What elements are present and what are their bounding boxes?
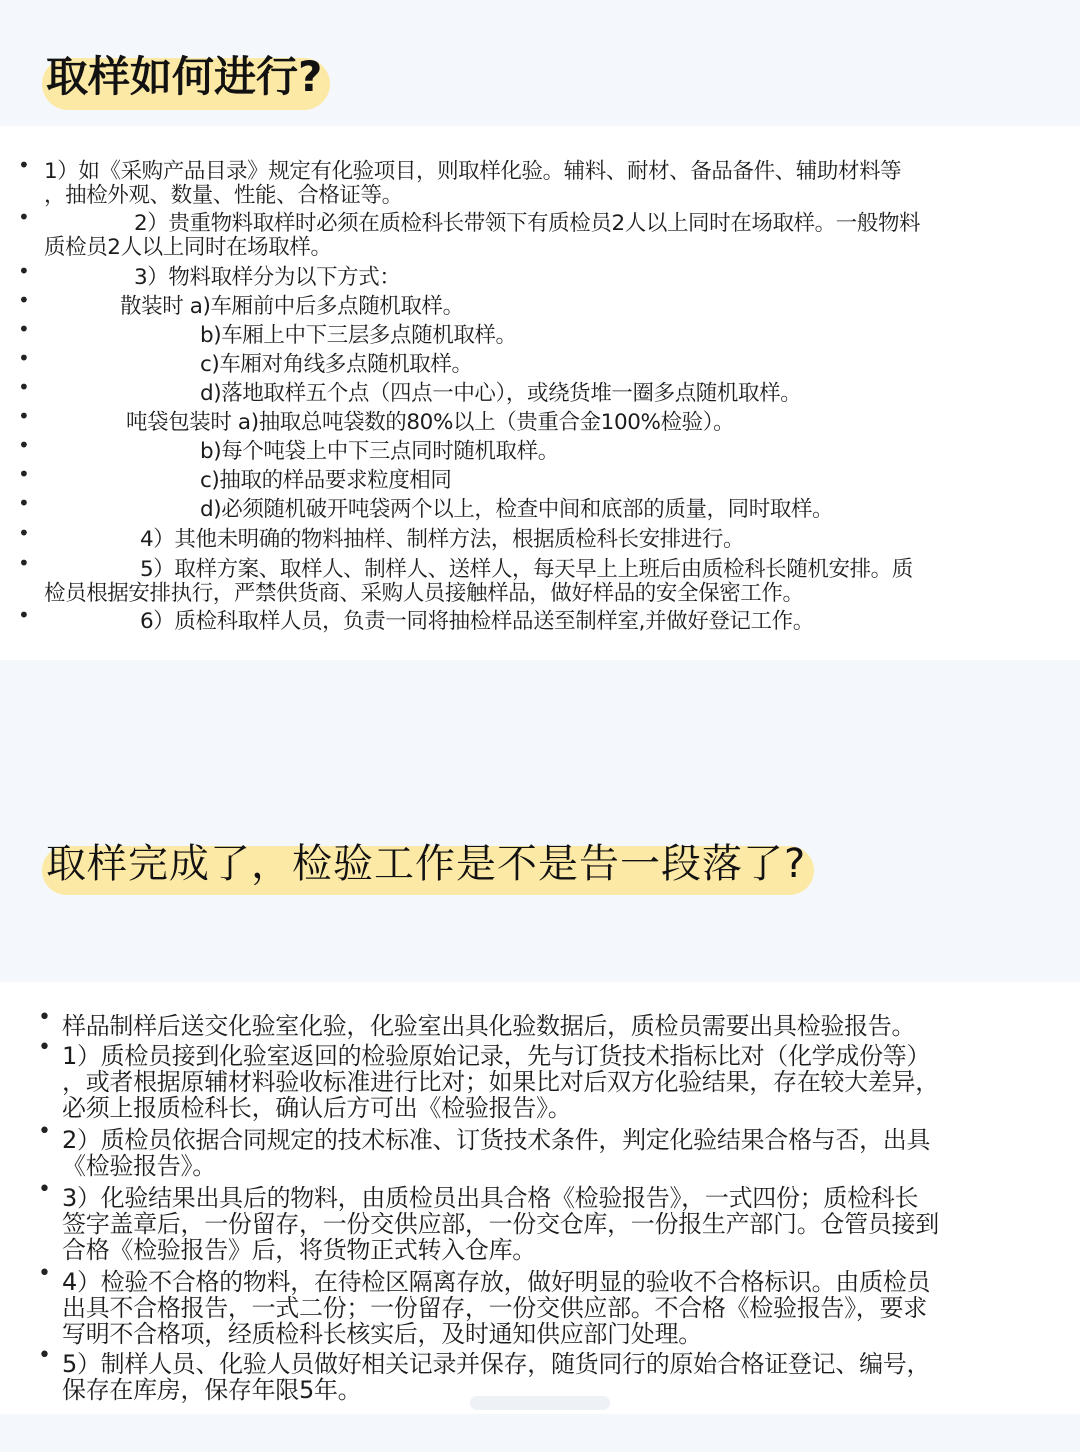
section-2-title [46,832,806,889]
list-item-text: ，抽检外观、数量、性能、合格证等。 [44,183,403,208]
bullet-icon: • [18,551,30,575]
bullet-icon: • [38,1119,51,1144]
bullet-icon: • [38,1261,51,1286]
bullet-icon: • [18,404,30,428]
list-item-text: ，或者根据原辅材料验收标准进行比对；如果比对后双方化验结果，存在较大差异， [62,1068,939,1096]
bullet-icon: • [18,433,30,457]
list-item-text: b)车厢上中下三层多点随机取样。 [200,323,517,348]
list-item-text: 签字盖章后，一份留存，一份交供应部，一份交仓库，一份报生产部门。仓管员接到 [62,1210,939,1238]
bullet-icon: • [18,375,30,399]
section-1-title-text: 取样如何进行? [46,52,323,101]
bullet-icon: • [18,521,30,545]
list-item-text: 质检员2人以上同时在场取样。 [44,235,332,260]
list-item-text: b)每个吨袋上中下三点同时随机取样。 [200,439,559,464]
list-item-text: 样品制样后送交化验室化验，化验室出具化验数据后，质检员需要出具检验报告。 [62,1012,916,1040]
bullet-icon: • [38,1005,51,1030]
list-item-text: 1）质检员接到化验室返回的检验原始记录，先与订货技术指标比对（化学成份等） [62,1042,931,1070]
section-1-panel [0,126,1080,660]
bullet-icon: • [18,462,30,486]
list-item-text: 1）如《采购产品目录》规定有化验项目，则取样化验。辅料、耐材、备品备件、辅助材料等 [44,159,902,184]
bullet-icon: • [38,1177,51,1202]
list-item-text: 6）质检科取样人员，负责一同将抽检样品送至制样室,并做好登记工作。 [140,609,814,634]
watermark [470,1396,610,1410]
list-item-text: c)车厢对角线多点随机取样。 [200,352,473,377]
list-item-text: 必须上报质检科长，确认后方可出《检验报告》。 [62,1094,572,1122]
bullet-icon: • [18,288,30,312]
list-item-text: 2）质检员依据合同规定的技术标准、订货技术条件，判定化验结果合格与否，出具 [62,1126,931,1154]
bullet-icon: • [18,317,30,341]
list-item-text: 检员根据安排执行，严禁供货商、采购人员接触样品，做好样品的安全保密工作。 [44,581,804,606]
bullet-icon: • [18,346,30,370]
list-item-text: 3）物料取样分为以下方式： [134,265,401,290]
section-2-title-text: 取样完成了，检验工作是不是告一段落了? [46,841,807,887]
list-item-text: 2）贵重物料取样时必须在质检科长带领下有质检员2人以上同时在场取样。一般物料 [134,211,921,236]
bullet-icon: • [38,1035,51,1060]
list-item-text: 4）检验不合格的物料，在待检区隔离存放，做好明显的验收不合格标识。由质检员 [62,1268,931,1296]
list-item-text: 散装时 a)车厢前中后多点随机取样。 [120,294,464,319]
bullet-icon: • [18,603,30,627]
list-item-text: 5）取样方案、取样人、制样人、送样人，每天早上上班后由质检科长随机安排。质 [140,557,913,582]
section-1-title [46,44,322,104]
list-item-text: d)落地取样五个点（四点一中心），或绕货堆一圈多点随机取样。 [200,381,802,406]
bullet-icon: • [18,491,30,515]
list-item-text: 4）其他未明确的物料抽样、制样方法，根据质检科长安排进行。 [140,527,745,552]
list-item-text: 出具不合格报告，一式二份；一份留存，一份交供应部。不合格《检验报告》，要求 [62,1294,927,1322]
bullet-icon: • [38,1343,51,1368]
list-item-text: d)必须随机破开吨袋两个以上，检查中间和底部的质量，同时取样。 [200,497,834,522]
list-item-text: 《检验报告》。 [62,1152,216,1180]
list-item-text: 5）制样人员、化验人员做好相关记录并保存，随货同行的原始合格证登记、编号， [62,1350,931,1378]
bullet-icon: • [18,153,30,177]
bullet-icon: • [18,205,30,229]
list-item-text: 3）化验结果出具后的物料，由质检员出具合格《检验报告》，一式四份；质检科长 [62,1184,919,1212]
list-item-text: 吨袋包装时 a)抽取总吨袋数的80%以上（贵重合金100%检验）。 [126,410,735,435]
list-item-text: 写明不合格项，经质检科长核实后，及时通知供应部门处理。 [62,1320,702,1348]
list-item-text: 合格《检验报告》后，将货物正式转入仓库。 [62,1236,536,1264]
list-item-text: 保存在库房，保存年限5年。 [62,1376,362,1404]
list-item-text: c)抽取的样品要求粒度相同 [200,468,452,493]
bullet-icon: • [18,259,30,283]
section-2-panel [0,982,1080,1414]
